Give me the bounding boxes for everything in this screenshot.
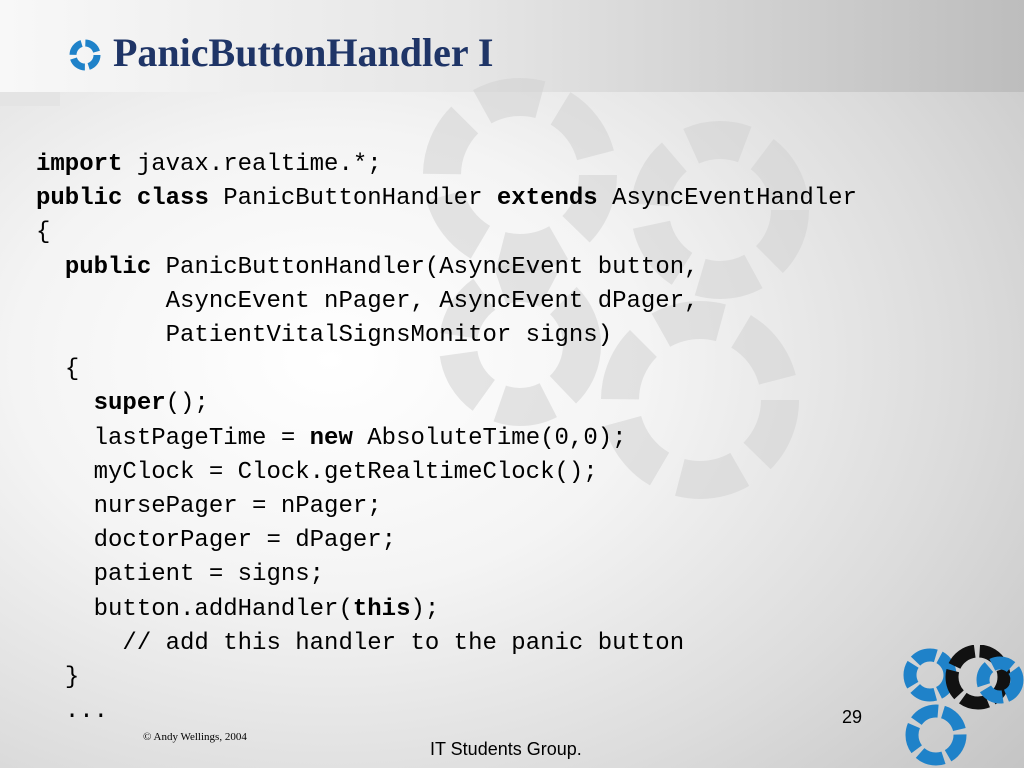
code-text: { — [64, 356, 80, 384]
code-text: ... — [64, 698, 109, 726]
code-text: PanicButtonHandler(AsyncEvent button, — [151, 253, 699, 281]
code-line — [36, 390, 209, 417]
code-text: ); — [410, 595, 440, 623]
code-text: (); — [165, 390, 209, 418]
code-line — [36, 698, 108, 725]
footer-text: IT Students Group. — [430, 739, 582, 759]
code-text — [122, 185, 136, 212]
code-indent — [36, 596, 94, 623]
code-indent — [36, 390, 94, 417]
code-line — [36, 664, 79, 691]
code-line — [36, 459, 598, 486]
code-text: lastPageTime = — [93, 424, 310, 452]
code-indent — [36, 698, 65, 725]
copyright-text: © Andy Wellings, 2004 — [143, 731, 247, 743]
code-text: doctorPager = dPager; — [93, 527, 397, 555]
rings-logo-icon — [900, 645, 1024, 768]
code-line — [36, 425, 627, 452]
code-line — [36, 561, 324, 588]
code-text: patient = signs; — [93, 561, 325, 589]
code-text: } — [64, 664, 80, 692]
code-keyword: this — [352, 595, 411, 623]
code-indent — [36, 527, 94, 554]
code-text: PatientVitalSignsMonitor signs) — [165, 322, 613, 350]
code-keyword: public — [64, 253, 152, 281]
code-text: PanicButtonHandler — [208, 185, 497, 213]
code-text: { — [36, 219, 51, 247]
code-block — [36, 148, 857, 729]
code-line — [36, 151, 382, 178]
slide-title: PanicButtonHandler I — [113, 30, 494, 75]
code-text: myClock = Clock.getRealtimeClock(); — [93, 458, 598, 486]
code-line — [36, 630, 684, 657]
code-keyword: public — [36, 185, 123, 213]
code-text: AbsoluteTime(0,0); — [352, 424, 627, 452]
code-text: nursePager = nPager; — [93, 493, 382, 521]
code-keyword: new — [309, 424, 353, 452]
code-indent — [36, 493, 94, 520]
code-text: AsyncEventHandler — [597, 185, 857, 213]
code-indent — [36, 425, 94, 452]
code-line — [36, 493, 382, 520]
code-indent — [36, 630, 122, 657]
code-keyword: class — [136, 185, 209, 213]
code-line — [36, 322, 612, 349]
code-line — [36, 596, 439, 623]
code-indent — [36, 254, 65, 281]
code-text: button.addHandler( — [93, 595, 353, 623]
blue-ring-icon — [67, 37, 103, 73]
code-indent — [36, 322, 166, 349]
code-line — [36, 356, 79, 383]
code-indent — [36, 664, 65, 691]
code-line — [36, 527, 396, 554]
code-text: javax.realtime.*; — [122, 151, 382, 178]
code-indent — [36, 561, 94, 588]
code-keyword: extends — [496, 185, 598, 213]
code-line — [36, 254, 699, 281]
code-line — [36, 219, 50, 246]
code-keyword: super — [93, 390, 166, 418]
code-line — [36, 185, 857, 212]
code-line — [36, 288, 699, 315]
code-indent — [36, 459, 94, 486]
code-text: // add this handler to the panic button — [122, 629, 685, 657]
code-keyword: import — [36, 151, 123, 178]
code-indent — [36, 288, 166, 315]
code-text: AsyncEvent nPager, AsyncEvent dPager, — [165, 287, 699, 315]
code-indent — [36, 356, 65, 383]
page-number: 29 — [842, 707, 863, 727]
